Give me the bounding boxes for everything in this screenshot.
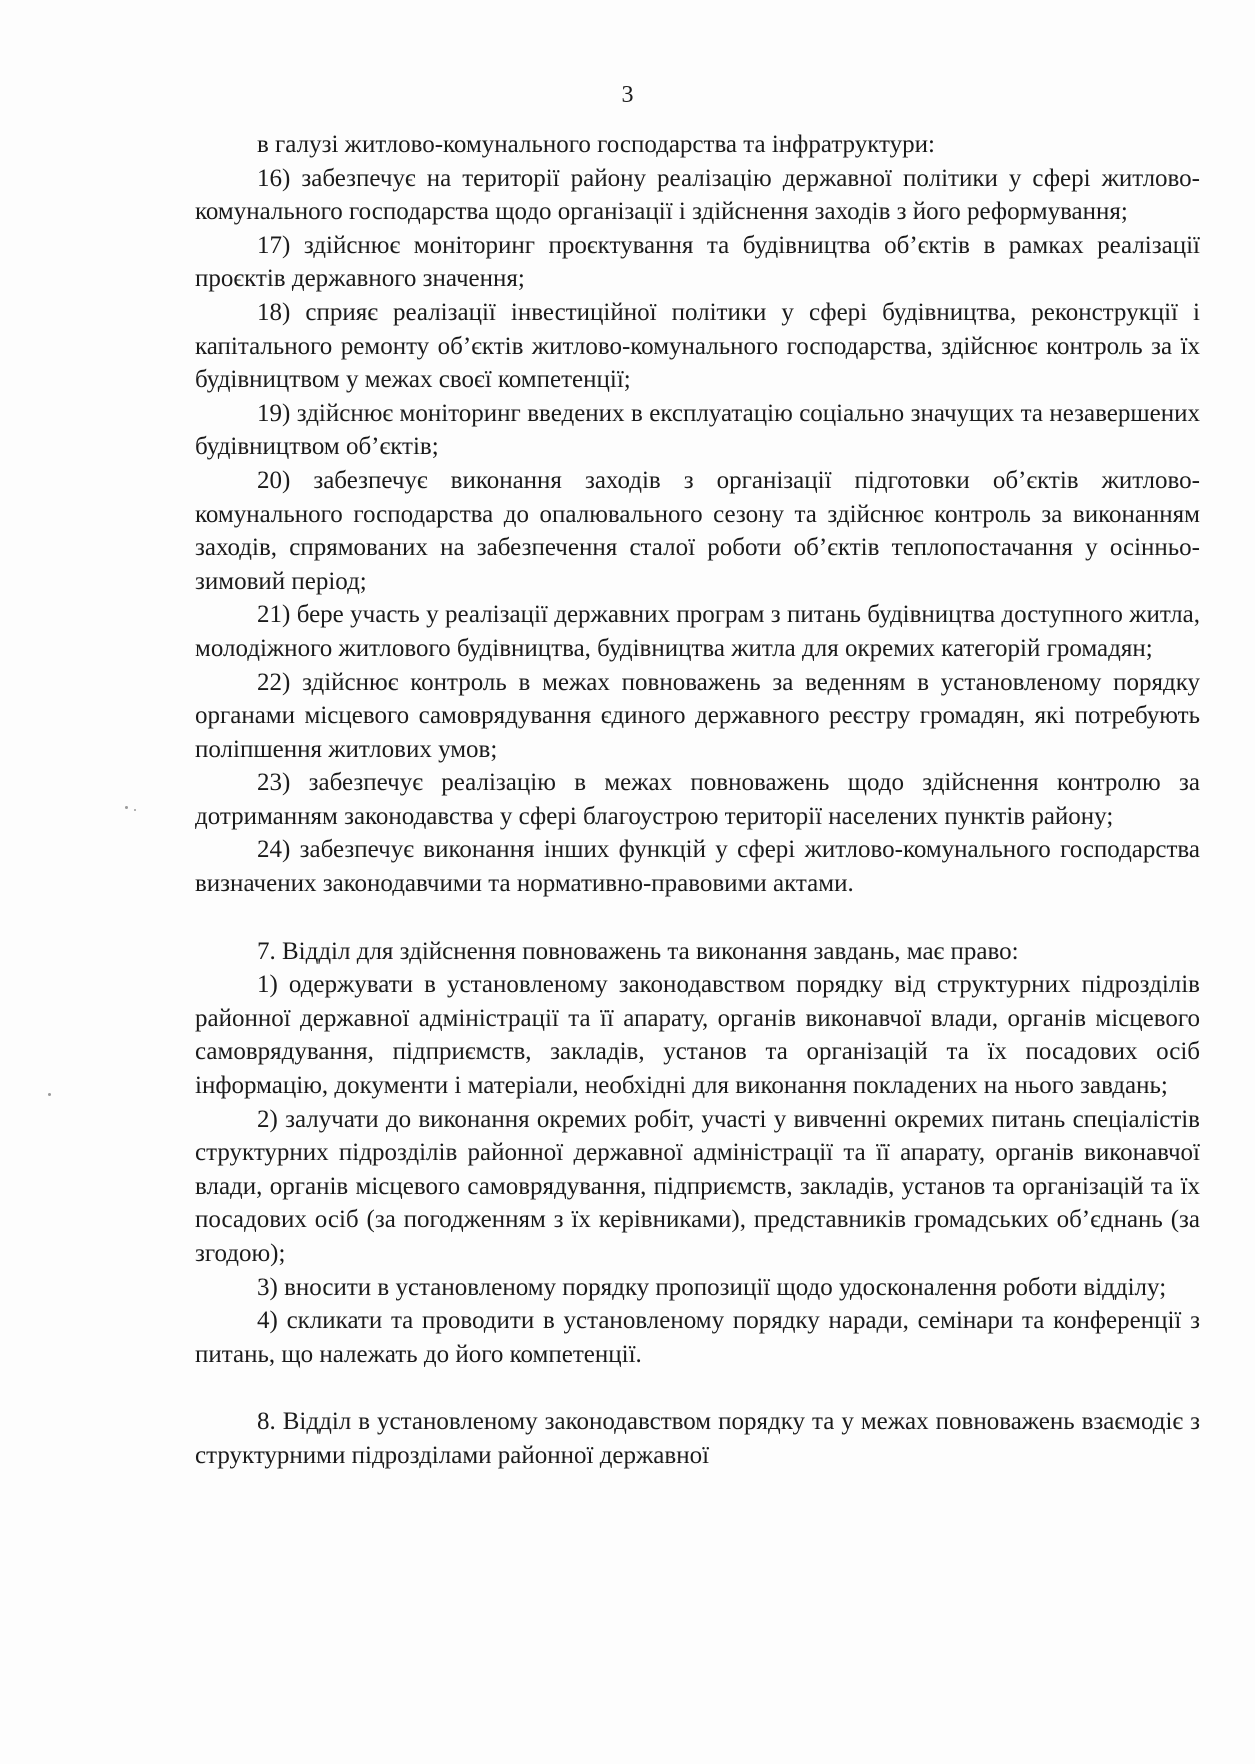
list-item-17: 17) здійснює моніторинг проєктування та будівництва об’єктів в рамках реалізації проєктів державного значення;: [195, 231, 1200, 293]
list-item-18: 18) сприяє реалізації інвестиційної політики у сфері будівництва, реконструкції і капітального ремонту об’єктів житлово-комунального господарства, здійснює контроль за їх будівництвом у межах своєї компетенції;: [195, 298, 1200, 394]
page-number: 3: [621, 82, 634, 108]
list-item-20: 20) забезпечує виконання заходів з організації підготовки об’єктів житлово-комунального господарства до опалювального сезону та здійснює контроль за виконанням заходів, спрямованих на забезпечення сталої роботи об’єктів теплопостачання у осінньо-зимовий період;: [195, 466, 1200, 595]
list-item-16: 16) забезпечує на території району реалізацію державної політики у сфері житлово-комунального господарства щодо організації і здійснення заходів з його реформування;: [195, 164, 1200, 226]
list-item-23: 23) забезпечує реалізацію в межах повноважень щодо здійснення контролю за дотриманням законодавства у сфері благоустрою території населених пунктів району;: [195, 769, 1200, 830]
scan-speck: [134, 809, 136, 811]
list-item-21: 21) бере участь у реалізації державних програм з питань будівництва доступного житла, молодіжного житлового будівництва, будівництва житла для окремих категорій громадян;: [195, 601, 1200, 662]
right-item-4: 4) скликати та проводити в установленому порядку наради, семінари та конференції з питань, що належать до його компетенції.: [195, 1307, 1200, 1368]
section-7-heading: 7. Відділ для здійснення повноважень та виконання завдань, має право:: [257, 937, 1019, 965]
scan-speck: [48, 1093, 51, 1096]
right-item-3: 3) вносити в установленому порядку пропозиції щодо удосконалення роботи відділу;: [257, 1273, 1167, 1301]
section-heading-housing: в галузі житлово-комунального господарства та інфратруктури:: [257, 131, 935, 158]
right-item-1: 1) одержувати в установленому законодавством порядку від структурних підрозділів районної державної адміністрації та її апарату, органів виконавчої влади, органів місцевого самоврядування, підприємств, закладів, установ та організацій та їх посадових осіб інформацію, документи і матеріали, необхідні для виконання покладених на нього завдань;: [195, 971, 1200, 1100]
section-8-paragraph: 8. Відділ в установленому законодавством порядку та у межах повноважень взаємодіє з структурними підрозділами районної державної: [195, 1408, 1200, 1469]
list-item-24: 24) забезпечує виконання інших функцій у сфері житлово-комунального господарства визначених законодавчими та нормативно-правовими актами.: [195, 836, 1200, 898]
list-item-19: 19) здійснює моніторинг введених в експлуатацію соціально значущих та незавершених будівництвом об’єктів;: [195, 399, 1200, 461]
right-item-2: 2) залучати до виконання окремих робіт, участі у вивченні окремих питань спеціалістів структурних підрозділів районної державної адміністрації та її апарату, органів виконавчої влади, органів місцевого самоврядування, підприємств, закладів, установ та організацій та їх посадових осіб (за погодженням з їх керівниками), представників громадських об’єднань (за згодою);: [195, 1105, 1200, 1267]
document-body: [195, 128, 1200, 1473]
list-item-22: 22) здійснює контроль в межах повноважень за веденням в установленому порядку органами місцевого самоврядування єдиного державного реєстру громадян, які потребують поліпшення житлових умов;: [195, 668, 1200, 763]
scan-speck: [125, 806, 128, 809]
